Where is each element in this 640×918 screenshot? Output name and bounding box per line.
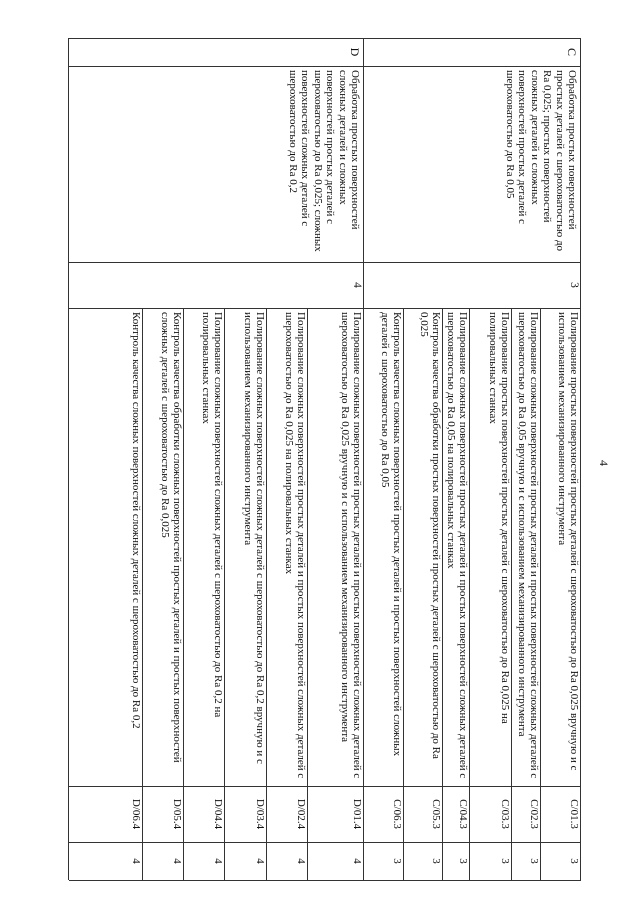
labor-function-name: Полирование сложных поверхностей простых деталей и простых поверхностей сложных деталей с шероховатостью до Ra 0,025 на полировальных станках bbox=[282, 312, 307, 779]
row-divider bbox=[142, 308, 143, 880]
table-border bbox=[580, 38, 581, 880]
labor-function-code: D/02.4 bbox=[295, 798, 307, 830]
labor-function-name: Контроль качества сложных поверхностей простых деталей и простых поверхностей сложных деталей с шероховатостью до Ra 0,05 bbox=[378, 312, 403, 757]
function-row bbox=[184, 308, 225, 880]
labor-function-code: C/03.3 bbox=[499, 799, 511, 829]
labor-function-code: D/01.4 bbox=[351, 798, 363, 830]
function-row bbox=[69, 308, 143, 880]
sublevel-cell: 3 bbox=[430, 858, 442, 864]
sublevel-cell: 3 bbox=[528, 858, 540, 864]
table-group-row bbox=[364, 38, 581, 880]
row-divider bbox=[540, 308, 541, 880]
function-row bbox=[267, 308, 308, 880]
table-border bbox=[363, 38, 364, 880]
qualification-level-cell: 4 bbox=[351, 282, 363, 288]
group-letter-cell: C bbox=[565, 47, 579, 56]
labor-function-name: Полирование сложных поверхностей сложных деталей с шероховатостью до Ra 0,2 вручную и с использованием механизированного инструмента bbox=[241, 312, 266, 764]
function-row bbox=[470, 308, 512, 880]
row-divider bbox=[307, 308, 308, 880]
column-divider bbox=[69, 66, 581, 67]
function-row bbox=[512, 308, 541, 880]
labor-function-name: Полирование простых поверхностей простых деталей с шероховатостью до Ra 0,025 вручную и с использованием механизированного инструмента bbox=[555, 312, 580, 771]
row-divider bbox=[183, 308, 184, 880]
labor-function-name: Полирование сложных поверхностей простых деталей и простых поверхностей сложных деталей с шероховатостью до Ra 0,05 на полировальных станках bbox=[444, 312, 469, 779]
column-divider bbox=[69, 262, 581, 263]
sublevel-cell: 3 bbox=[391, 858, 403, 864]
labor-function-name: Контроль качества обработки простых поверхностей простых деталей с шероховатостью до Ra 0,025 bbox=[417, 312, 442, 759]
labor-function-name: Полирование сложных поверхностей простых деталей и простых поверхностей сложных деталей с шероховатостью до Ra 0,05 вручную и с использованием механизированного инструмента bbox=[515, 312, 540, 779]
function-row bbox=[143, 308, 184, 880]
page-number: 4 bbox=[597, 460, 612, 466]
row-divider bbox=[442, 308, 443, 880]
labor-function-code: D/04.4 bbox=[212, 798, 224, 830]
labor-function-name: Полирование сложных поверхностей сложных деталей с шероховатостью до Ra 0,2 на полировальных станках bbox=[199, 312, 224, 718]
column-divider bbox=[69, 308, 581, 309]
labor-function-code: C/02.3 bbox=[528, 799, 540, 829]
labor-function-name: Контроль качества обработки сложных поверхностей простых деталей и простых поверхностей сложных деталей с шероховатостью до Ra 0,025 bbox=[158, 312, 183, 763]
sublevel-cell: 4 bbox=[351, 858, 363, 864]
sublevel-cell: 3 bbox=[499, 858, 511, 864]
general-function-cell: Обработка простых поверхностей простых деталей с шероховатостью до Ra 0,025; простых поверхностей сложных деталей и сложных поверхностей простых деталей с шероховатостью до Ra 0,05 bbox=[503, 70, 578, 252]
function-row bbox=[225, 308, 267, 880]
labor-function-code: C/04.3 bbox=[457, 799, 469, 829]
table-group-row bbox=[69, 38, 364, 880]
sublevel-cell: 4 bbox=[171, 858, 183, 864]
column-divider bbox=[69, 38, 581, 39]
sublevel-cell: 4 bbox=[295, 858, 307, 864]
sublevel-cell: 3 bbox=[568, 858, 580, 864]
labor-function-name: Контроль качества сложных поверхностей сложных деталей с шероховатостью до Ra 0,2 bbox=[130, 312, 142, 729]
competency-table bbox=[69, 38, 581, 880]
row-divider bbox=[403, 308, 404, 880]
table-border bbox=[68, 38, 69, 880]
sublevel-cell: 4 bbox=[130, 858, 142, 864]
row-divider bbox=[224, 308, 225, 880]
labor-function-code: C/05.3 bbox=[430, 799, 442, 829]
row-divider bbox=[511, 308, 512, 880]
labor-function-code: D/06.4 bbox=[130, 798, 142, 830]
labor-function-name: Полирование сложных поверхностей простых деталей и простых поверхностей сложных деталей с шероховатостью до Ra 0,025 вручную и с использованием механизированного инструмента bbox=[338, 312, 363, 779]
qualification-level-cell: 3 bbox=[568, 282, 580, 288]
labor-function-code: C/06.3 bbox=[391, 799, 403, 829]
sublevel-cell: 4 bbox=[212, 858, 224, 864]
function-row bbox=[404, 308, 443, 880]
column-divider bbox=[69, 880, 581, 881]
function-row bbox=[364, 308, 404, 880]
column-divider bbox=[69, 786, 581, 787]
sublevel-cell: 4 bbox=[254, 858, 266, 864]
function-row bbox=[443, 308, 470, 880]
general-function-cell: Обработка простых поверхностей сложных деталей и сложных поверхностей простых деталей с шероховатостью до Ra 0,025; сложных поверхностей сложных деталей с шероховатостью до Ra 0,2 bbox=[286, 70, 361, 252]
labor-function-code: C/01.3 bbox=[568, 799, 580, 829]
function-row bbox=[541, 308, 581, 880]
group-letter-cell: D bbox=[348, 47, 362, 57]
column-divider bbox=[69, 842, 581, 843]
sublevel-cell: 3 bbox=[457, 858, 469, 864]
function-row bbox=[308, 308, 364, 880]
row-divider bbox=[469, 308, 470, 880]
labor-function-code: D/05.4 bbox=[171, 798, 183, 830]
labor-function-name: Полирование простых поверхностей простых деталей с шероховатостью до Ra 0,025 на полировальных станках bbox=[486, 312, 511, 724]
row-divider bbox=[266, 308, 267, 880]
labor-function-code: D/03.4 bbox=[254, 798, 266, 830]
